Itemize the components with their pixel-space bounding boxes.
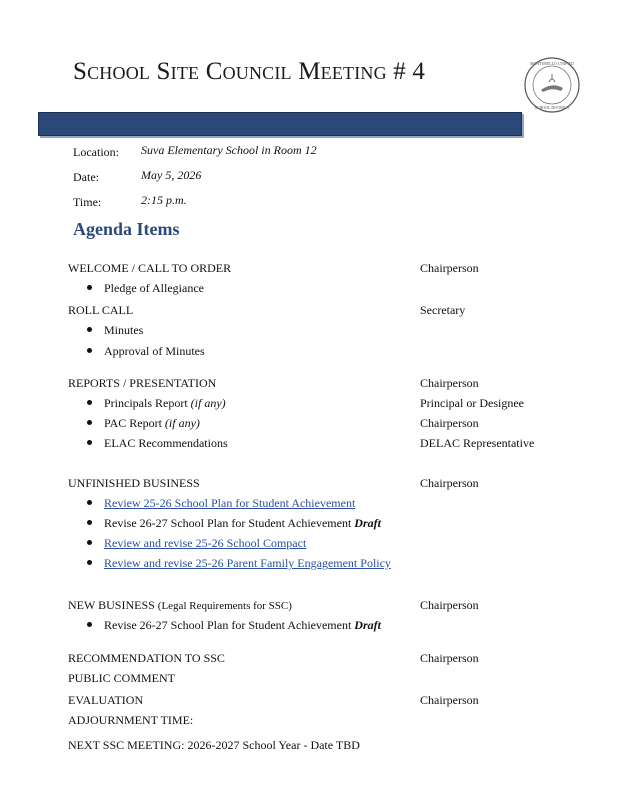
bullet — [87, 327, 92, 332]
date-label: Date: — [73, 170, 99, 184]
section-recommendation: RECOMMENDATION TO SSC — [68, 651, 225, 665]
bullet — [87, 348, 92, 353]
list-item — [104, 396, 226, 411]
list-item — [104, 618, 381, 633]
item-text: Revise 26-27 School Plan for Student Achievement — [104, 618, 352, 632]
list-item: Minutes — [104, 323, 144, 337]
section-unfinished: UNFINISHED BUSINESS — [68, 476, 200, 490]
item-owner: DELAC Representative — [420, 436, 535, 450]
bullet — [87, 400, 92, 405]
section-label: NEW BUSINESS — [68, 598, 155, 612]
list-item: ELAC Recommendations — [104, 436, 228, 450]
next-meeting: NEXT SSC MEETING: 2026-2027 School Year - Date TBD — [68, 738, 360, 752]
link-school-compact[interactable]: Review and revise 25-26 School Compact — [104, 536, 307, 550]
bullet — [87, 440, 92, 445]
item-draft: Draft — [354, 516, 381, 530]
welcome-owner: Chairperson — [420, 261, 479, 275]
section-evaluation: EVALUATION — [68, 693, 144, 707]
agenda-heading: Agenda Items — [73, 219, 180, 239]
item-text: Principals Report — [104, 396, 188, 410]
date-value: May 5, 2026 — [141, 168, 202, 182]
bullet — [87, 420, 92, 425]
page-title: School Site Council Meeting # 4 — [73, 58, 426, 85]
item-text: Revise 26-27 School Plan for Student Achievement — [104, 516, 352, 530]
header-bar — [38, 112, 522, 136]
item-draft: Draft — [354, 618, 381, 632]
bullet — [87, 540, 92, 545]
list-item: Approval of Minutes — [104, 344, 205, 358]
roll-call-owner: Secretary — [420, 303, 466, 317]
section-public-comment: PUBLIC COMMENT — [68, 671, 176, 685]
section-adjournment: ADJOURNMENT TIME: — [68, 713, 194, 727]
item-note: (if any) — [190, 396, 226, 410]
item-owner: Principal or Designee — [420, 396, 524, 410]
bullet — [87, 622, 92, 627]
reports-owner: Chairperson — [420, 376, 479, 390]
section-welcome: WELCOME / CALL TO ORDER — [68, 261, 232, 275]
section-roll-call: ROLL CALL — [68, 303, 134, 317]
bullet — [87, 285, 92, 290]
section-note: (Legal Requirements for SSC) — [157, 600, 292, 612]
section-new-business — [68, 598, 292, 613]
evaluation-owner: Chairperson — [420, 693, 479, 707]
list-item — [104, 416, 200, 431]
bullet — [87, 560, 92, 565]
list-item — [104, 516, 381, 531]
bullet — [87, 500, 92, 505]
recommendation-owner: Chairperson — [420, 651, 479, 665]
school-district-seal-icon — [523, 56, 581, 114]
item-owner: Chairperson — [420, 416, 479, 430]
link-parent-engagement-policy[interactable]: Review and revise 25-26 Parent Family Engagement Policy — [104, 556, 391, 570]
svg-text:SCHOOL DISTRICT: SCHOOL DISTRICT — [534, 105, 570, 110]
location-value: Suva Elementary School in Room 12 — [141, 143, 317, 157]
list-item: Pledge of Allegiance — [104, 281, 204, 295]
bullet — [87, 520, 92, 525]
item-note: (if any) — [164, 416, 200, 430]
time-value: 2:15 p.m. — [141, 193, 187, 207]
location-label: Location: — [73, 145, 119, 159]
new-business-owner: Chairperson — [420, 598, 479, 612]
section-reports: REPORTS / PRESENTATION — [68, 376, 217, 390]
svg-text:MONTEBELLO UNIFIED: MONTEBELLO UNIFIED — [529, 61, 575, 66]
item-text: PAC Report — [104, 416, 162, 430]
link-review-spsa[interactable]: Review 25-26 School Plan for Student Achievement — [104, 496, 356, 510]
unfinished-owner: Chairperson — [420, 476, 479, 490]
time-label: Time: — [73, 195, 102, 209]
